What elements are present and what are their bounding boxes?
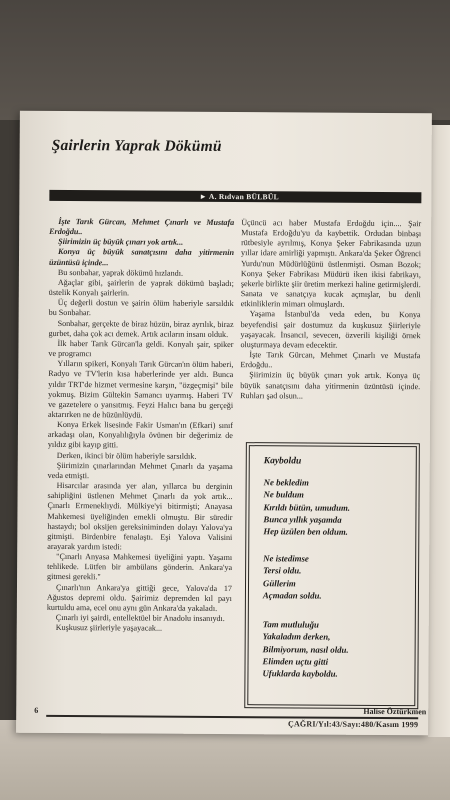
paragraph: "Çınarlı Anyasa Mahkemesi üyeliğini yaptı. Yaşamı tehlikede. Lütfen bir ambülans gönderin. Ankara'ya gitmesi gerekli." — [47, 552, 233, 582]
paragraph: Çınarlı'nın Ankara'ya gittiği gece, Yalova'da 17 Ağustos depremi oldu. Şairimiz depremden kıl payı kurtuldu ama, ecel onu aynı gün Ankara'da yakaladı. — [46, 582, 233, 613]
magazine-page — [16, 111, 432, 736]
poem-line: Yakaladım derken, — [262, 631, 331, 642]
poem-line: Bilmiyorum, nasıl oldu. — [262, 643, 349, 655]
poem-line: Ne istedimse — [263, 553, 309, 564]
poem-box-inner-frame — [247, 445, 417, 706]
paragraph: Yaşama İstanbul'da veda eden, bu Konya beyefendisi şair dostumuz da kuşkusuz Şiirleriyle yaşayacak. İnsancıl, sevecen, özverili kişiliği örnek oluşturmaya devam edecektir. — [240, 309, 421, 350]
page-number: 6 — [34, 705, 39, 715]
paragraph: Kuşkusuz şiirleriyle yaşayacak... — [55, 623, 163, 633]
paragraph: Yılların spikeri, Konyalı Tarık Gürcan'ın ölüm haberi, Radyo ve TV'lerin kısa haberlerinde yer aldı. Bunca yıldır TRT'de hizmet vermesine karşın, "özgeçmişi" bile yokmuş. Bizim Gültekin Samancı uyarmış. Haberi TV ve gazetelere o yansıtmış. Feyzi Halıcı bana bu gerçeği aktarırken ne de hüzünlüydü. — [48, 359, 234, 420]
paragraph: Şiirimizin üç büyük çınarı yok artık. Konya üç büyük sanatçısını daha yitirmenin üzüntüsü içinde. Ruhları şad olsun... — [240, 370, 421, 401]
paragraph: Çınarlı iyi şairdi, entellektüel bir Anadolu insanıydı. — [55, 613, 225, 624]
poem-line: Hep üzülen ben oldum. — [263, 526, 348, 537]
paragraph: Şiirimizin çınarlarından Mehmet Çınarlı da yaşama veda etmişti. — [47, 460, 233, 481]
paragraph: Sonbahar, gerçekte de biraz hüzün, biraz ayrılık, biraz gurbet, daha çok acı demek. Artık acıların insanı olduk. — [48, 318, 234, 339]
poem-line: Tam mutluluğu — [262, 619, 319, 630]
poem-line: Tersi oldu. — [263, 565, 302, 576]
paragraph: İşte Tarık Gürcan, Mehmet Çınarlı ve Mustafa Erdoğdu.. — [240, 350, 421, 370]
background-top — [0, 0, 450, 120]
paragraph: İlk haber Tarık Gürcan'la geldi. Konyalı şair, spiker ve programcı — [48, 338, 234, 359]
paragraph: İşte Tarık Gürcan, Mehmet Çınarlı ve Mustafa Erdoğdu.. — [49, 216, 235, 237]
poem-title: Kayboldu — [263, 456, 302, 467]
paragraph: Konya Erkek lisesinde Fakir Usman'ın (Efkari) sınıf arkadaşı olan, Konyalılığıyla övünen bir değerimiz de yıldız gibi kayıp gitti. — [47, 420, 234, 450]
paragraph: Şiirimizin üç büyük çınarı yok artık... — [58, 237, 184, 248]
poem-line: Güllerim — [262, 577, 296, 589]
publication-info: ÇAĞRI/Yıl:43/Sayı:480/Kasım 1999 — [287, 719, 419, 730]
paragraph: Üç değerli dostun ve şairin ölüm haberiyle sarsıldık bu Sonbahar. — [48, 298, 234, 318]
adjacent-page-edge — [428, 125, 450, 737]
paragraph: Konya üç büyük sanatçısını daha yitirmenin üzüntüsü içinde... — [48, 247, 235, 267]
paragraph: Hisarcılar arasında yer alan, yıllarca bu derginin sahipliğini üstlenen Mehmet Çınarlı da yok artık... Çınarlı Ermeneklıydi. Mülkiye'yi bitirmişti; Anayasa Mahkemesi üyeliğinden emekli olmuştu. Bir süredir hastaydı; bol oksijen gereksiniminden dolayı Yalova'ya gitmişti. Birdenbire fenalaştı. Eşi Yalova Valisini arayarak yardım istedi: — [47, 481, 233, 552]
poem-stanza-3 — [262, 618, 348, 680]
author-name: ► A. Rıdvan BÜLBÜL — [199, 191, 279, 202]
poem-stanza-1 — [263, 476, 350, 538]
poem-author: Halise Öztürkmen — [363, 706, 427, 717]
poem-line: Ne bekledim — [263, 477, 309, 488]
poem-box — [244, 442, 420, 709]
poem-line: Ufuklarda kayboldu. — [262, 668, 338, 679]
poem-stanza-2 — [263, 552, 322, 602]
author-bar — [49, 190, 421, 203]
left-column — [47, 217, 235, 635]
paragraph: Üçüncü acı haber Mustafa Erdoğdu için.... Şair Mustafa Erdoğdu'yu da kaybettik. Ordudan binbaşı rütbesiyle ayrılmış, Konya Şeker Fabrikasında uzun yıllar idare amirliği yapmıştı. Ankara'da Şeker Öğrenci Yurdu'nun Müdürlüğünü üstlenmişti. Osman Bozok; Konya Şeker Fabrikası Müdürü iken ikisi fabrikayı, şekerle birlikte şiir üretim merkezi haline getirmişlerdi. Sanata ve sanatçıya kucak açmışlar, bu denli etkinliklerin mimarı olmuşlardı. — [240, 218, 422, 309]
poem-line: Bunca yıllık yaşamda — [263, 514, 342, 525]
poem-line: Elimden uçtu gitti — [262, 656, 329, 667]
paragraph: Ağaçlar gibi, şairlerin de yaprak dökümü başladı; üstelik Konyalı şairlerin. — [48, 277, 234, 298]
article-title: Şairlerin Yaprak Dökümü — [51, 136, 222, 155]
poem-line: Kırıldı bütün, umudum. — [263, 501, 351, 513]
paragraph: Bu sonbahar, yaprak dökümü hızlandı. — [57, 267, 184, 278]
poem-line: Ne buldum — [263, 489, 304, 500]
paragraph: Derken, ikinci bir ölüm haberiyle sarsıldık. — [56, 450, 197, 461]
poem-line: Açmadan soldu. — [262, 590, 322, 601]
right-column — [240, 218, 421, 402]
